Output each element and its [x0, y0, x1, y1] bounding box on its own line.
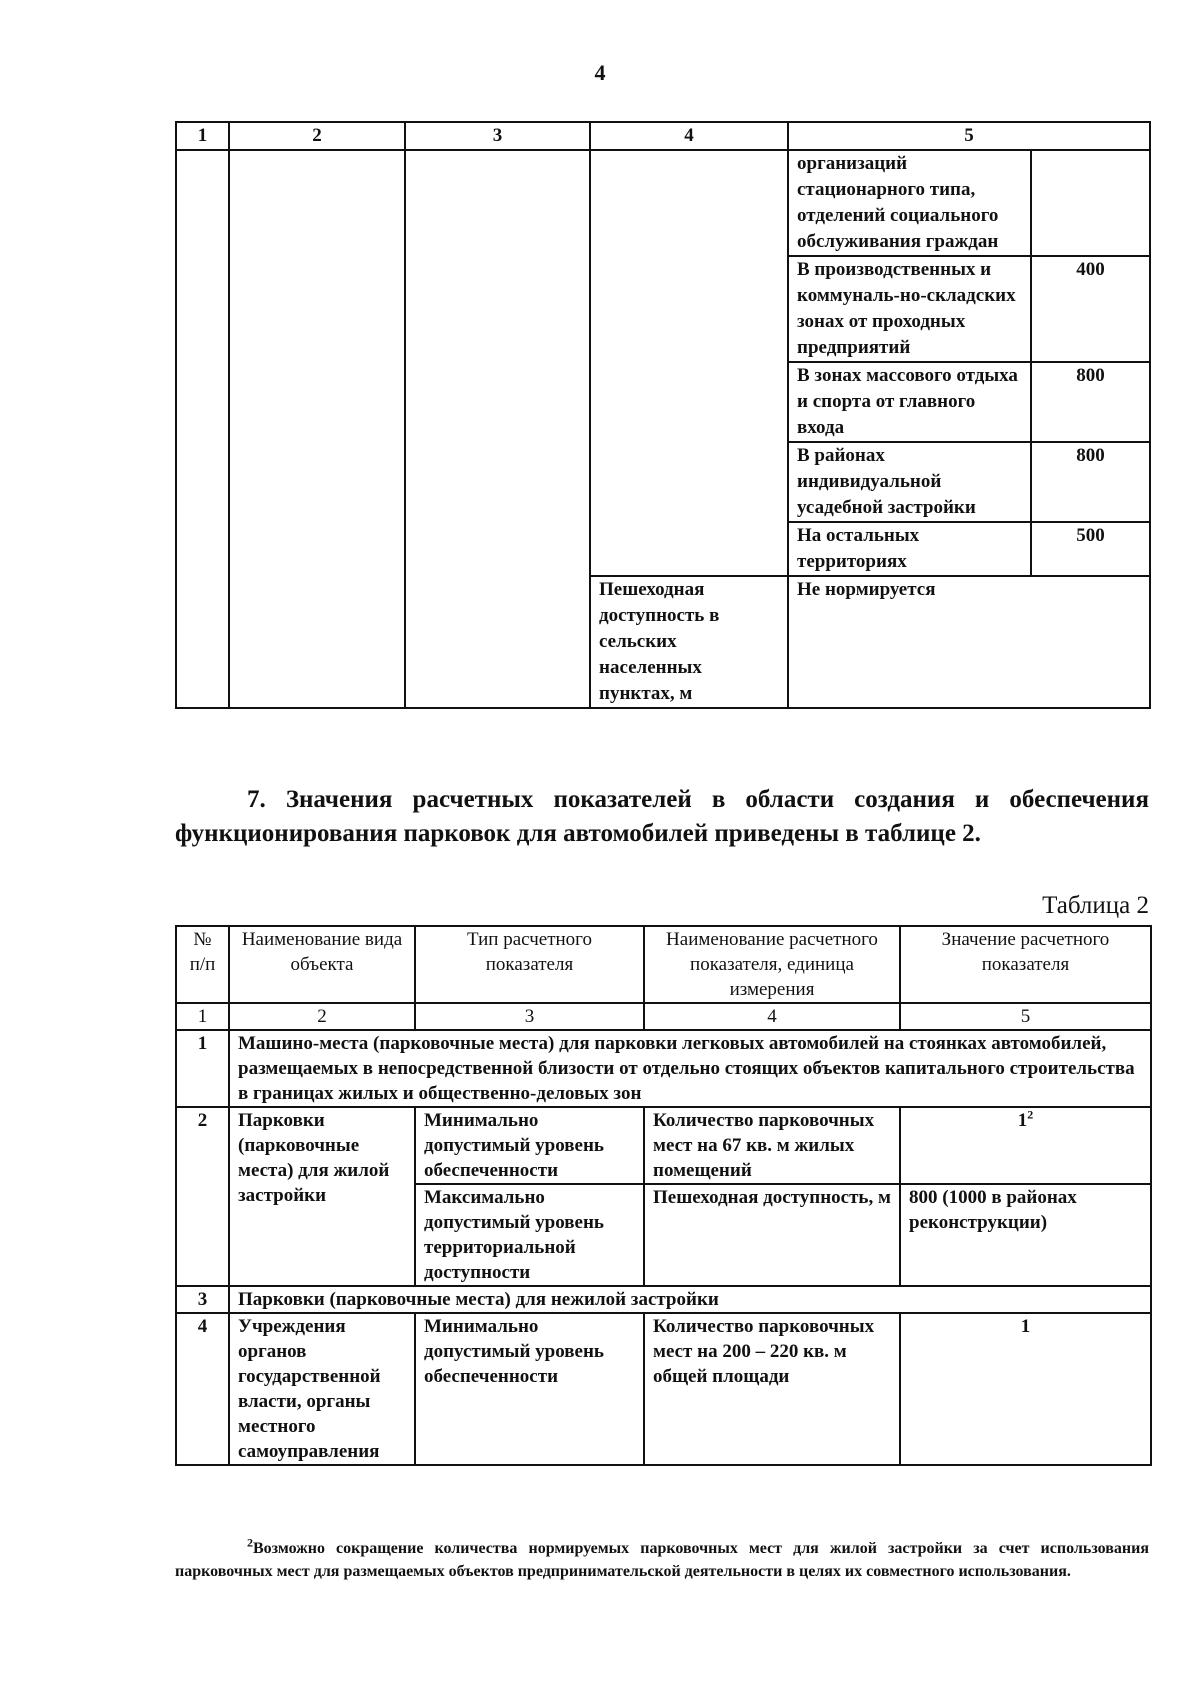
section-row-text: Машино-места (парковочные места) для парковки легковых автомобилей на стоянках автомобилей, размещаемых в непосредственной близости от отдельно стоящих объектов капитального строительства в границах жилых и общественно-деловых зон — [229, 1030, 1151, 1107]
table-row — [176, 1313, 1151, 1465]
section-paragraph: 7. Значения расчетных показателей в области создания и обеспечения функционирования парковок для автомобилей приведены в таблице 2. — [175, 786, 1149, 847]
column-header: Тип расчетного показателя — [415, 926, 644, 1003]
column-number: 3 — [405, 122, 590, 150]
table-header-row — [176, 926, 1151, 1003]
zone-label: На остальных территориях — [788, 522, 1031, 576]
column-number: 5 — [788, 122, 1150, 150]
object-type: Учреждения органов государственной власти, органы местного самоуправления — [229, 1313, 415, 1465]
rural-indicator: Пешеходная доступность в сельских населенных пунктах, м — [590, 576, 788, 708]
row-number: 1 — [176, 1030, 229, 1107]
table-label: Таблица 2 — [1042, 892, 1149, 919]
footnote-text: Возможно сокращение количества нормируемых парковочных мест для жилой застройки за счет использования парковочных мест для размещаемых объектов предпринимательской деятельности в целях их совместного использования. — [175, 1540, 1149, 1580]
column-header: № п/п — [176, 926, 229, 1003]
column-number: 1 — [176, 122, 229, 150]
column-number-row — [176, 1003, 1151, 1030]
column-number: 4 — [590, 122, 788, 150]
column-header: Наименование вида объекта — [229, 926, 415, 1003]
value-number: 1 — [1017, 1110, 1028, 1131]
footnote-ref: 2 — [1027, 1107, 1034, 1122]
column-number: 3 — [415, 1003, 644, 1030]
rural-value: Не нормируется — [788, 576, 1150, 708]
zone-value: 500 — [1031, 522, 1150, 576]
zone-value — [1031, 150, 1150, 256]
indicator-type: Минимально допустимый уровень обеспеченности — [415, 1313, 644, 1465]
zone-value: 800 — [1031, 442, 1150, 522]
column-header: Значение расчетного показателя — [900, 926, 1151, 1003]
column-number: 1 — [176, 1003, 229, 1030]
indicator-type: Максимально допустимый уровень территориальной доступности — [415, 1184, 644, 1286]
table-row — [176, 150, 1150, 256]
indicator-value — [900, 1107, 1151, 1184]
empty-cell — [590, 150, 788, 576]
table-row — [176, 1286, 1151, 1313]
row-number: 3 — [176, 1286, 229, 1313]
indicator-value: 1 — [900, 1313, 1151, 1465]
column-header: Наименование расчетного показателя, единица измерения — [644, 926, 900, 1003]
indicator-name: Количество парковочных мест на 67 кв. м жилых помещений — [644, 1107, 900, 1184]
continuation-table — [175, 121, 1151, 709]
zone-label: организаций стационарного типа, отделений социального обслуживания граждан — [788, 150, 1031, 256]
column-number: 4 — [644, 1003, 900, 1030]
zone-value: 400 — [1031, 256, 1150, 362]
indicator-name: Количество парковочных мест на 200 – 220 кв. м общей площади — [644, 1313, 900, 1465]
table-row — [176, 1030, 1151, 1107]
object-type: Парковки (парковочные места) для жилой застройки — [229, 1107, 415, 1286]
page-number: 4 — [594, 60, 606, 85]
empty-cell — [405, 150, 590, 708]
footnote-mark: 2 — [247, 1535, 253, 1550]
parking-table — [175, 925, 1152, 1466]
table-row — [176, 1107, 1151, 1184]
empty-cell — [229, 150, 405, 708]
empty-cell — [176, 150, 229, 708]
zone-label: В зонах массового отдыха и спорта от главного входа — [788, 362, 1031, 442]
row-number: 2 — [176, 1107, 229, 1286]
column-number: 2 — [229, 122, 405, 150]
zone-label: В производственных и коммуналь-но-складских зонах от проходных предприятий — [788, 256, 1031, 362]
indicator-value: 800 (1000 в районах реконструкции) — [900, 1184, 1151, 1286]
footnote — [175, 1537, 1149, 1583]
indicator-type: Минимально допустимый уровень обеспеченности — [415, 1107, 644, 1184]
column-number: 2 — [229, 1003, 415, 1030]
row-number: 4 — [176, 1313, 229, 1465]
section-row-text: Парковки (парковочные места) для нежилой застройки — [229, 1286, 1151, 1313]
zone-label: В районах индивидуальной усадебной застройки — [788, 442, 1031, 522]
zone-value: 800 — [1031, 362, 1150, 442]
column-number: 5 — [900, 1003, 1151, 1030]
indicator-name: Пешеходная доступность, м — [644, 1184, 900, 1286]
table-header-row — [176, 122, 1150, 150]
